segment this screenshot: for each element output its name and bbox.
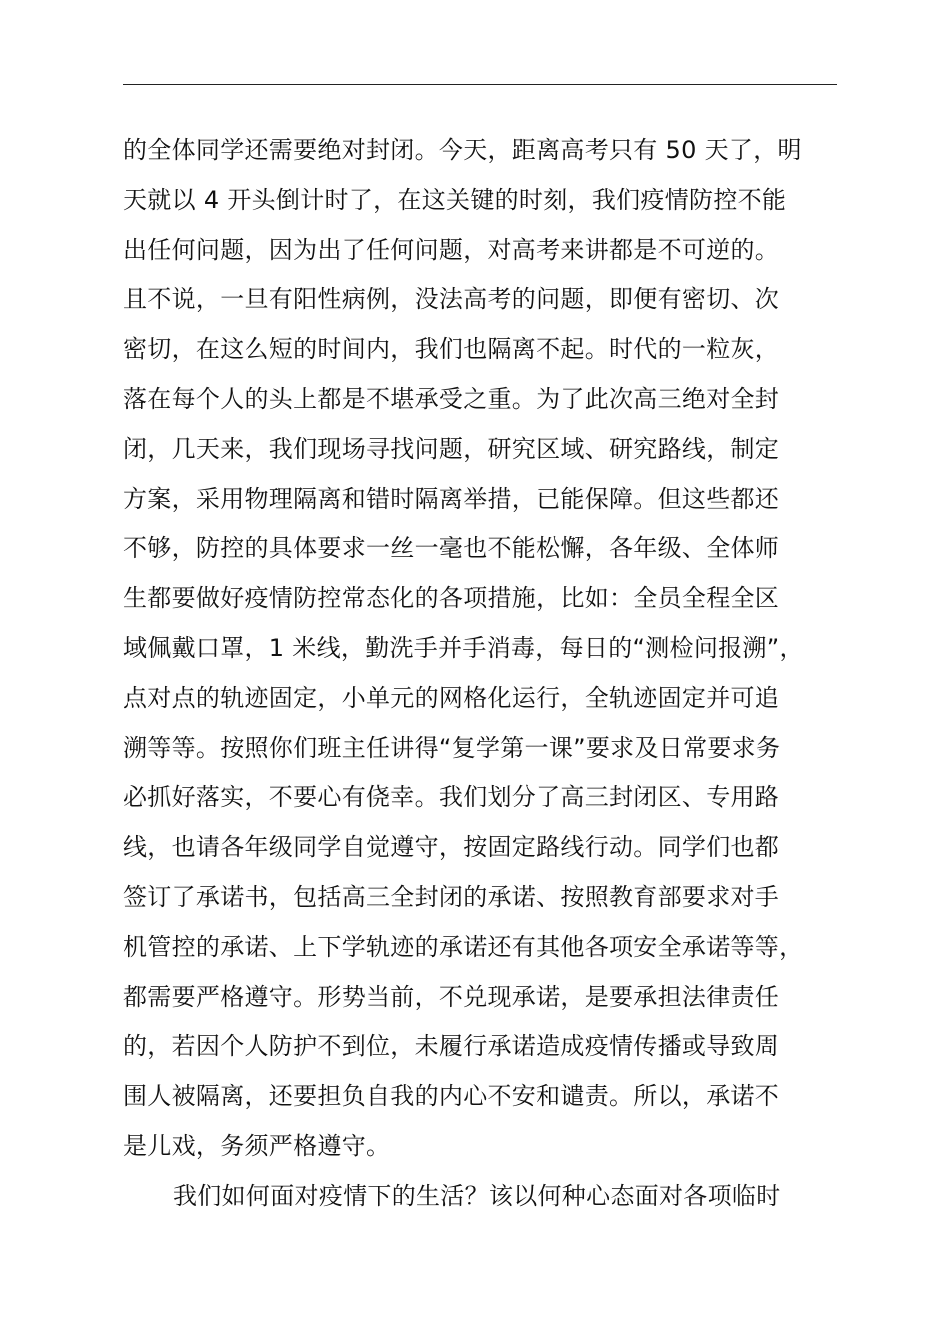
text-line: 闭，几天来，我们现场寻找问题，研究区域、研究路线，制定 — [123, 434, 780, 463]
text-line: 天就以 4 开头倒计时了，在这关键的时刻，我们疫情防控不能 — [123, 185, 787, 214]
header-rule — [123, 84, 837, 85]
text-line: 机管控的承诺、上下学轨迹的承诺还有其他各项安全承诺等等， — [123, 932, 804, 961]
text-line: 生都要做好疫情防控常态化的各项措施，比如：全员全程全区 — [123, 584, 780, 613]
text-line: 的，若因个人防护不到位，未履行承诺造成疫情传播或导致周 — [123, 1032, 780, 1061]
document-body — [123, 126, 863, 1222]
text-line: 密切，在这么短的时间内，我们也隔离不起。时代的一粒灰， — [123, 335, 780, 364]
text-line: 围人被隔离，还要担负自我的内心不安和谴责。所以，承诺不 — [123, 1082, 780, 1111]
text-line: 出任何问题，因为出了任何问题，对高考来讲都是不可逆的。 — [123, 235, 780, 264]
paragraph-start-line: 我们如何面对疫情下的生活？该以何种心态面对各项临时 — [173, 1181, 781, 1210]
text-line: 不够，防控的具体要求一丝一毫也不能松懈，各年级、全体师 — [123, 534, 780, 563]
text-line: 必抓好落实，不要心有侥幸。我们划分了高三封闭区、专用路 — [123, 783, 780, 812]
text-line: 且不说，一旦有阳性病例，没法高考的问题，即便有密切、次 — [123, 285, 780, 314]
text-line: 方案，采用物理隔离和错时隔离举措，已能保障。但这些都还 — [123, 484, 780, 513]
text-line: 都需要严格遵守。形势当前，不兑现承诺，是要承担法律责任 — [123, 982, 780, 1011]
text-line: 线，也请各年级同学自觉遵守，按固定路线行动。同学们也都 — [123, 833, 780, 862]
text-line: 溯等等。按照你们班主任讲得“复学第一课”要求及日常要求务 — [123, 733, 781, 762]
text-line: 的全体同学还需要绝对封闭。今天，距离高考只有 50 天了，明 — [123, 136, 802, 164]
text-line: 点对点的轨迹固定，小单元的网格化运行，全轨迹固定并可追 — [123, 683, 780, 712]
text-line: 签订了承诺书，包括高三全封闭的承诺、按照教育部要求对手 — [123, 882, 780, 911]
text-line: 落在每个人的头上都是不堪承受之重。为了此次高三绝对全封 — [123, 384, 780, 413]
text-line: 域佩戴口罩，1 米线，勤洗手并手消毒，每日的“测检问报溯”， — [123, 633, 804, 662]
text-line: 是儿戏，务须严格遵守。 — [123, 1131, 391, 1160]
